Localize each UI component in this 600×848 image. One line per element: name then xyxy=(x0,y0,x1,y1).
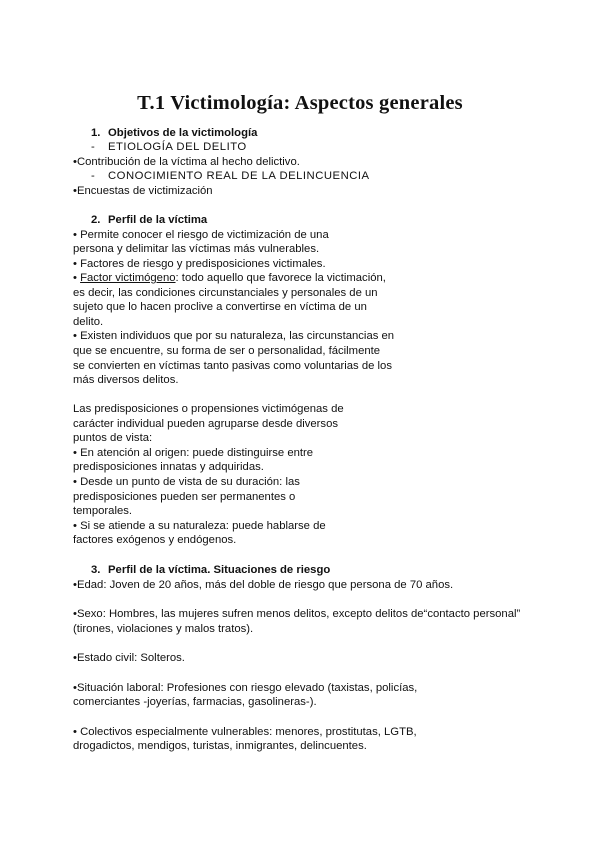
text-line: (tirones, violaciones y malos tratos). xyxy=(73,623,254,635)
text-line: • Factores de riesgo y predisposiciones victimales. xyxy=(73,258,326,270)
text-line: •Contribución de la víctima al hecho delictivo. xyxy=(73,156,300,168)
dash-marker: - xyxy=(91,170,95,182)
bullet: • xyxy=(73,272,81,284)
section-heading xyxy=(91,563,330,577)
text-line: más diversos delitos. xyxy=(73,374,179,386)
text-line: •Edad: Joven de 20 años, más del doble de riesgo que persona de 70 años. xyxy=(73,579,454,591)
section-number: 2. xyxy=(91,214,101,226)
list-item-text: CONOCIMIENTO REAL DE LA DELINCUENCIA xyxy=(108,170,370,182)
text-line: • Desde un punto de vista de su duración: las xyxy=(73,476,300,488)
text-line: •Encuestas de victimización xyxy=(73,185,213,197)
section-number: 1. xyxy=(91,127,101,139)
text-line: •Estado civil: Solteros. xyxy=(73,652,185,664)
text-line: que se encuentre, su forma de ser o personalidad, fácilmente xyxy=(73,345,381,357)
text-line: •Situación laboral: Profesiones con riesgo elevado (taxistas, policías, xyxy=(73,682,418,694)
text-line: se convierten en víctimas tanto pasivas como voluntarias de los xyxy=(73,360,392,372)
text-line: persona y delimitar las víctimas más vulnerables. xyxy=(73,243,320,255)
text-line xyxy=(73,271,386,285)
text-line: delito. xyxy=(73,316,104,328)
text-line: • Permite conocer el riesgo de victimización de una xyxy=(73,229,329,241)
list-item xyxy=(91,169,370,183)
text-line: predisposiciones pueden ser permanentes o xyxy=(73,491,296,503)
text-line: es decir, las condiciones circunstanciales y personales de un xyxy=(73,287,378,299)
dash-marker: - xyxy=(91,141,95,153)
text-line: • Colectivos especialmente vulnerables: menores, prostitutas, LGTB, xyxy=(73,726,417,738)
section-number: 3. xyxy=(91,564,101,576)
text-line: Las predisposiciones o propensiones victimógenas de xyxy=(73,403,344,415)
list-item xyxy=(91,140,247,154)
text-line: puntos de vista: xyxy=(73,432,153,444)
text-line: factores exógenos y endógenos. xyxy=(73,534,237,546)
text-line: drogadictos, mendigos, turistas, inmigrantes, delincuentes. xyxy=(73,740,367,752)
text-line: comerciantes -joyerías, farmacias, gasolineras-). xyxy=(73,696,317,708)
section-heading xyxy=(91,126,257,140)
text-line: • En atención al origen: puede distinguirse entre xyxy=(73,447,314,459)
text-line: • Existen individuos que por su naturaleza, las circunstancias en xyxy=(73,330,395,342)
text-fragment: : todo aquello que favorece la victimación, xyxy=(175,272,386,284)
text-line: predisposiciones innatas y adquiridas. xyxy=(73,461,264,473)
text-line: • Si se atiende a su naturaleza: puede hablarse de xyxy=(73,520,326,532)
section-title: Perfil de la víctima. Situaciones de riesgo xyxy=(108,564,331,576)
section-title: Perfil de la víctima xyxy=(108,214,208,226)
text-line: •Sexo: Hombres, las mujeres sufren menos delitos, excepto delitos de“contacto personal” xyxy=(73,608,521,620)
text-line: carácter individual pueden agruparse desde diversos xyxy=(73,418,339,430)
list-item-text: ETIOLOGÍA DEL DELITO xyxy=(108,141,247,153)
document-title: T.1 Victimología: Aspectos generales xyxy=(137,92,463,114)
section-title: Objetivos de la victimología xyxy=(108,127,258,139)
text-line: sujeto que lo hacen proclive a convertirse en víctima de un xyxy=(73,301,367,313)
section-heading xyxy=(91,213,207,227)
underlined-term: Factor victimógeno xyxy=(80,272,176,284)
text-line: temporales. xyxy=(73,505,133,517)
